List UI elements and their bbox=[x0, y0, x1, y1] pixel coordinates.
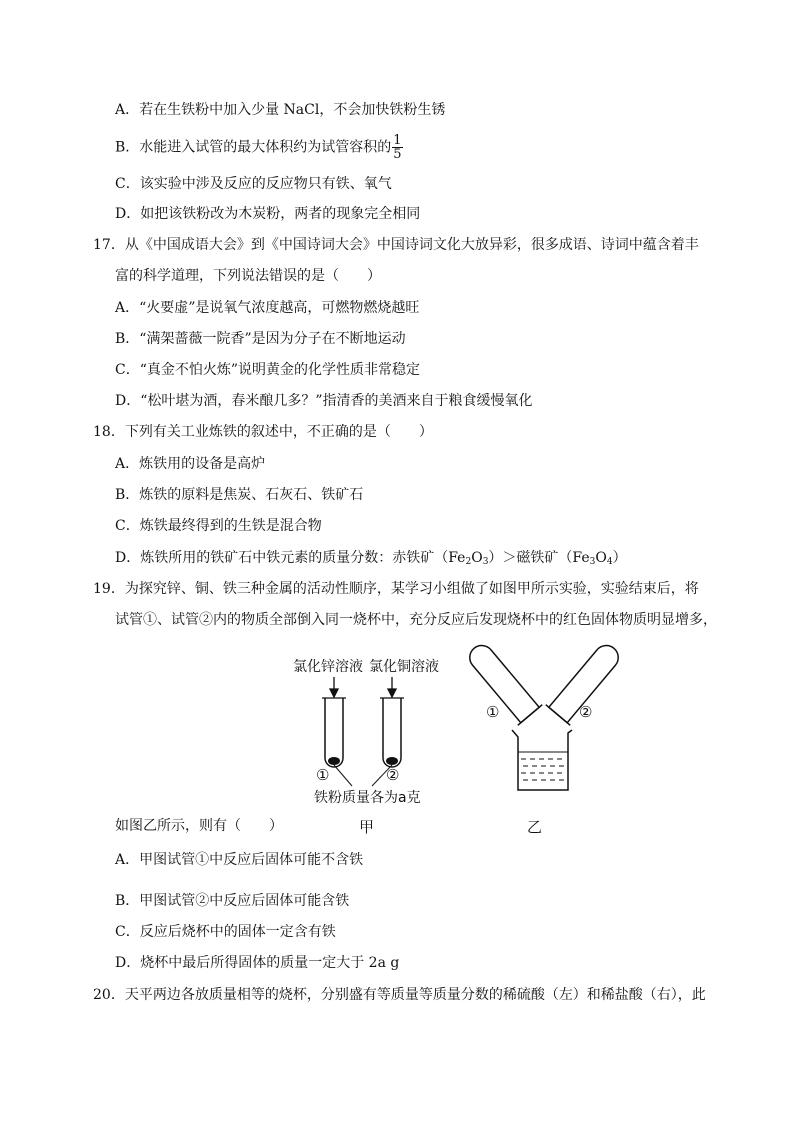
q17-option-c: C．“真金不怕火炼”说明黄金的化学性质非常稳定 bbox=[115, 362, 421, 378]
subscript: 3 bbox=[482, 557, 489, 567]
q19-option-d: D．烧杯中最后所得固体的质量一定大于 2a g bbox=[115, 955, 400, 971]
arrow-to-tube1 bbox=[330, 677, 338, 697]
subscript: 4 bbox=[606, 557, 613, 567]
q16-option-d: D．如把该铁粉改为木炭粉，两者的现象完全相同 bbox=[115, 206, 421, 222]
iron-powder-2 bbox=[386, 757, 398, 765]
pour2-mark: ② bbox=[579, 703, 593, 721]
iron-mass-label: 铁粉质量各为a克 bbox=[314, 790, 421, 806]
tube1-mark: ① bbox=[316, 766, 330, 784]
q17-stem-line1: 17．从《中国成语大会》到《中国诗词大会》中国诗词文化大放异彩，很多成语、诗词中蕴含着丰 bbox=[93, 237, 699, 253]
tilted-tube-1 bbox=[462, 638, 542, 725]
iron-powder-1 bbox=[328, 757, 340, 765]
fraction-numerator: 1 bbox=[393, 133, 402, 148]
label-zinc-chloride: 氯化锌溶液 bbox=[293, 659, 363, 675]
q16-option-b-text: B．水能进入试管的最大体积约为试管容积的 bbox=[115, 139, 392, 156]
q17-option-a: A．“火要虚”是说氧气浓度越高，可燃物燃烧越旺 bbox=[115, 300, 420, 316]
beaker bbox=[512, 730, 572, 790]
q18-option-d-text: O bbox=[471, 550, 483, 566]
q20-stem-line1: 20．天平两边各放质量相等的烧杯，分别盛有等质量等质量分数的稀硫酸（左）和稀盐酸（右），此 bbox=[93, 987, 706, 1003]
q18-option-a: A．炼铁用的设备是高炉 bbox=[115, 456, 266, 472]
q16-option-a: A．若在生铁粉中加入少量 NaCl，不会加快铁粉生锈 bbox=[115, 102, 446, 118]
q18-option-d-text: D．炼铁所用的铁矿石中铁元素的质量分数：赤铁矿（Fe bbox=[115, 550, 466, 566]
tube2-mark: ② bbox=[386, 766, 400, 784]
q19-option-c: C．反应后烧杯中的固体一定含有铁 bbox=[115, 924, 336, 940]
pour1-mark: ① bbox=[486, 703, 500, 721]
figure-yi-caption: 乙 bbox=[527, 818, 543, 836]
fraction-denominator: 5 bbox=[393, 147, 402, 162]
q17-option-d: D．“松叶堪为酒，春米酿几多？”指清香的美酒来自于粮食缓慢氧化 bbox=[115, 393, 533, 409]
label-copper-chloride: 氯化铜溶液 bbox=[369, 659, 439, 675]
q18-option-d-text: ） bbox=[612, 550, 627, 566]
q19-stem-line1: 19．为探究锌、铜、铁三种金属的活动性顺序，某学习小组做了如图甲所示实验，实验结束后，将 bbox=[93, 581, 699, 597]
q18-option-b: B．炼铁的原料是焦炭、石灰石、铁矿石 bbox=[115, 487, 364, 503]
subscript: 3 bbox=[589, 557, 596, 567]
subscript: 2 bbox=[465, 557, 472, 567]
q17-stem-line2: 富的科学道理，下列说法错误的是（ ） bbox=[115, 268, 381, 284]
q19-option-b: B．甲图试管②中反应后固体可能含铁 bbox=[115, 893, 350, 909]
figure-jia-caption: 甲 bbox=[359, 818, 375, 836]
q18-option-c: C．炼铁最终得到的生铁是混合物 bbox=[115, 518, 322, 534]
q19-option-a: A．甲图试管①中反应后固体可能不含铁 bbox=[115, 852, 364, 868]
q19-stem-line2: 试管①、试管②内的物质全部倒入同一烧杯中，充分反应后发现烧杯中的红色固体物质明显增多， bbox=[115, 612, 717, 628]
q19-stem-line3: 如图乙所示，则有（ ） bbox=[115, 818, 283, 834]
q18-stem: 18．下列有关工业炼铁的叙述中，不正确的是（ ） bbox=[93, 424, 433, 440]
q17-option-b: B．“满架蔷薇一院香”是因为分子在不断地运动 bbox=[115, 331, 406, 347]
q16-option-c: C．该实验中涉及反应的反应物只有铁、氧气 bbox=[115, 176, 392, 192]
pointer-line-1 bbox=[334, 765, 352, 786]
arrow-to-tube2 bbox=[388, 677, 396, 697]
test-tube-2 bbox=[383, 698, 401, 767]
q18-option-d-text: ）＞磁铁矿（Fe bbox=[488, 550, 590, 566]
test-tube-1 bbox=[325, 698, 343, 767]
q18-option-d-text: O bbox=[595, 550, 607, 566]
